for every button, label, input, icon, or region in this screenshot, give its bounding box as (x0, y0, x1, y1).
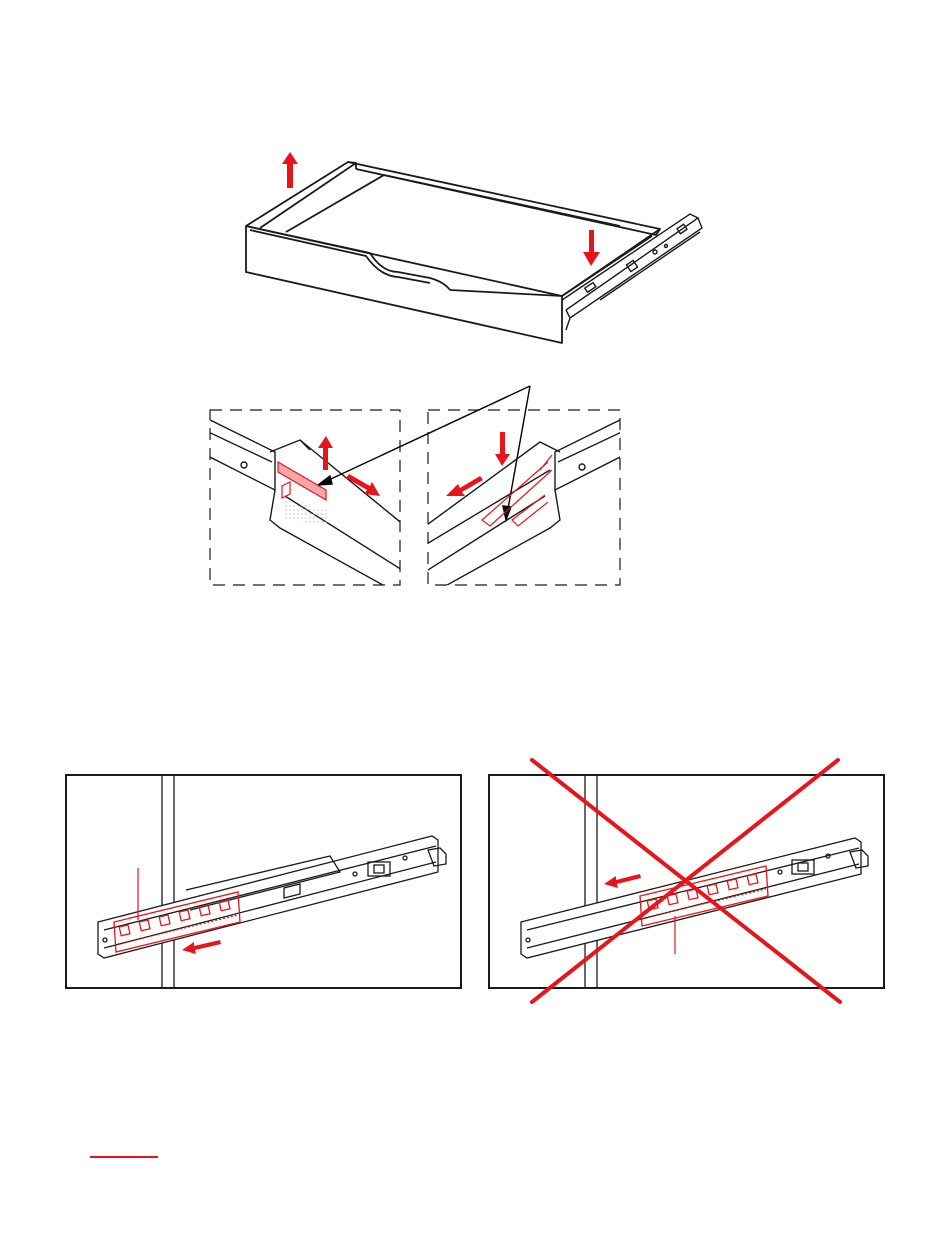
slide-rail-detail-left (200, 415, 410, 600)
lever-arrow-down-icon (495, 432, 510, 466)
lever-arrow-diag-icon (346, 474, 380, 496)
detail-inset-left (210, 410, 400, 585)
lever-arrow-diag-left-icon (446, 476, 483, 496)
release-lever-left-icon (278, 462, 326, 500)
callout-pointer (318, 386, 530, 520)
slide-rail-detail-right (420, 415, 630, 600)
lift-arrow-up-icon (282, 152, 298, 188)
drawer-side-slide (562, 214, 702, 330)
push-arrow-down-icon (583, 230, 600, 266)
detail-inset-right (428, 410, 620, 585)
